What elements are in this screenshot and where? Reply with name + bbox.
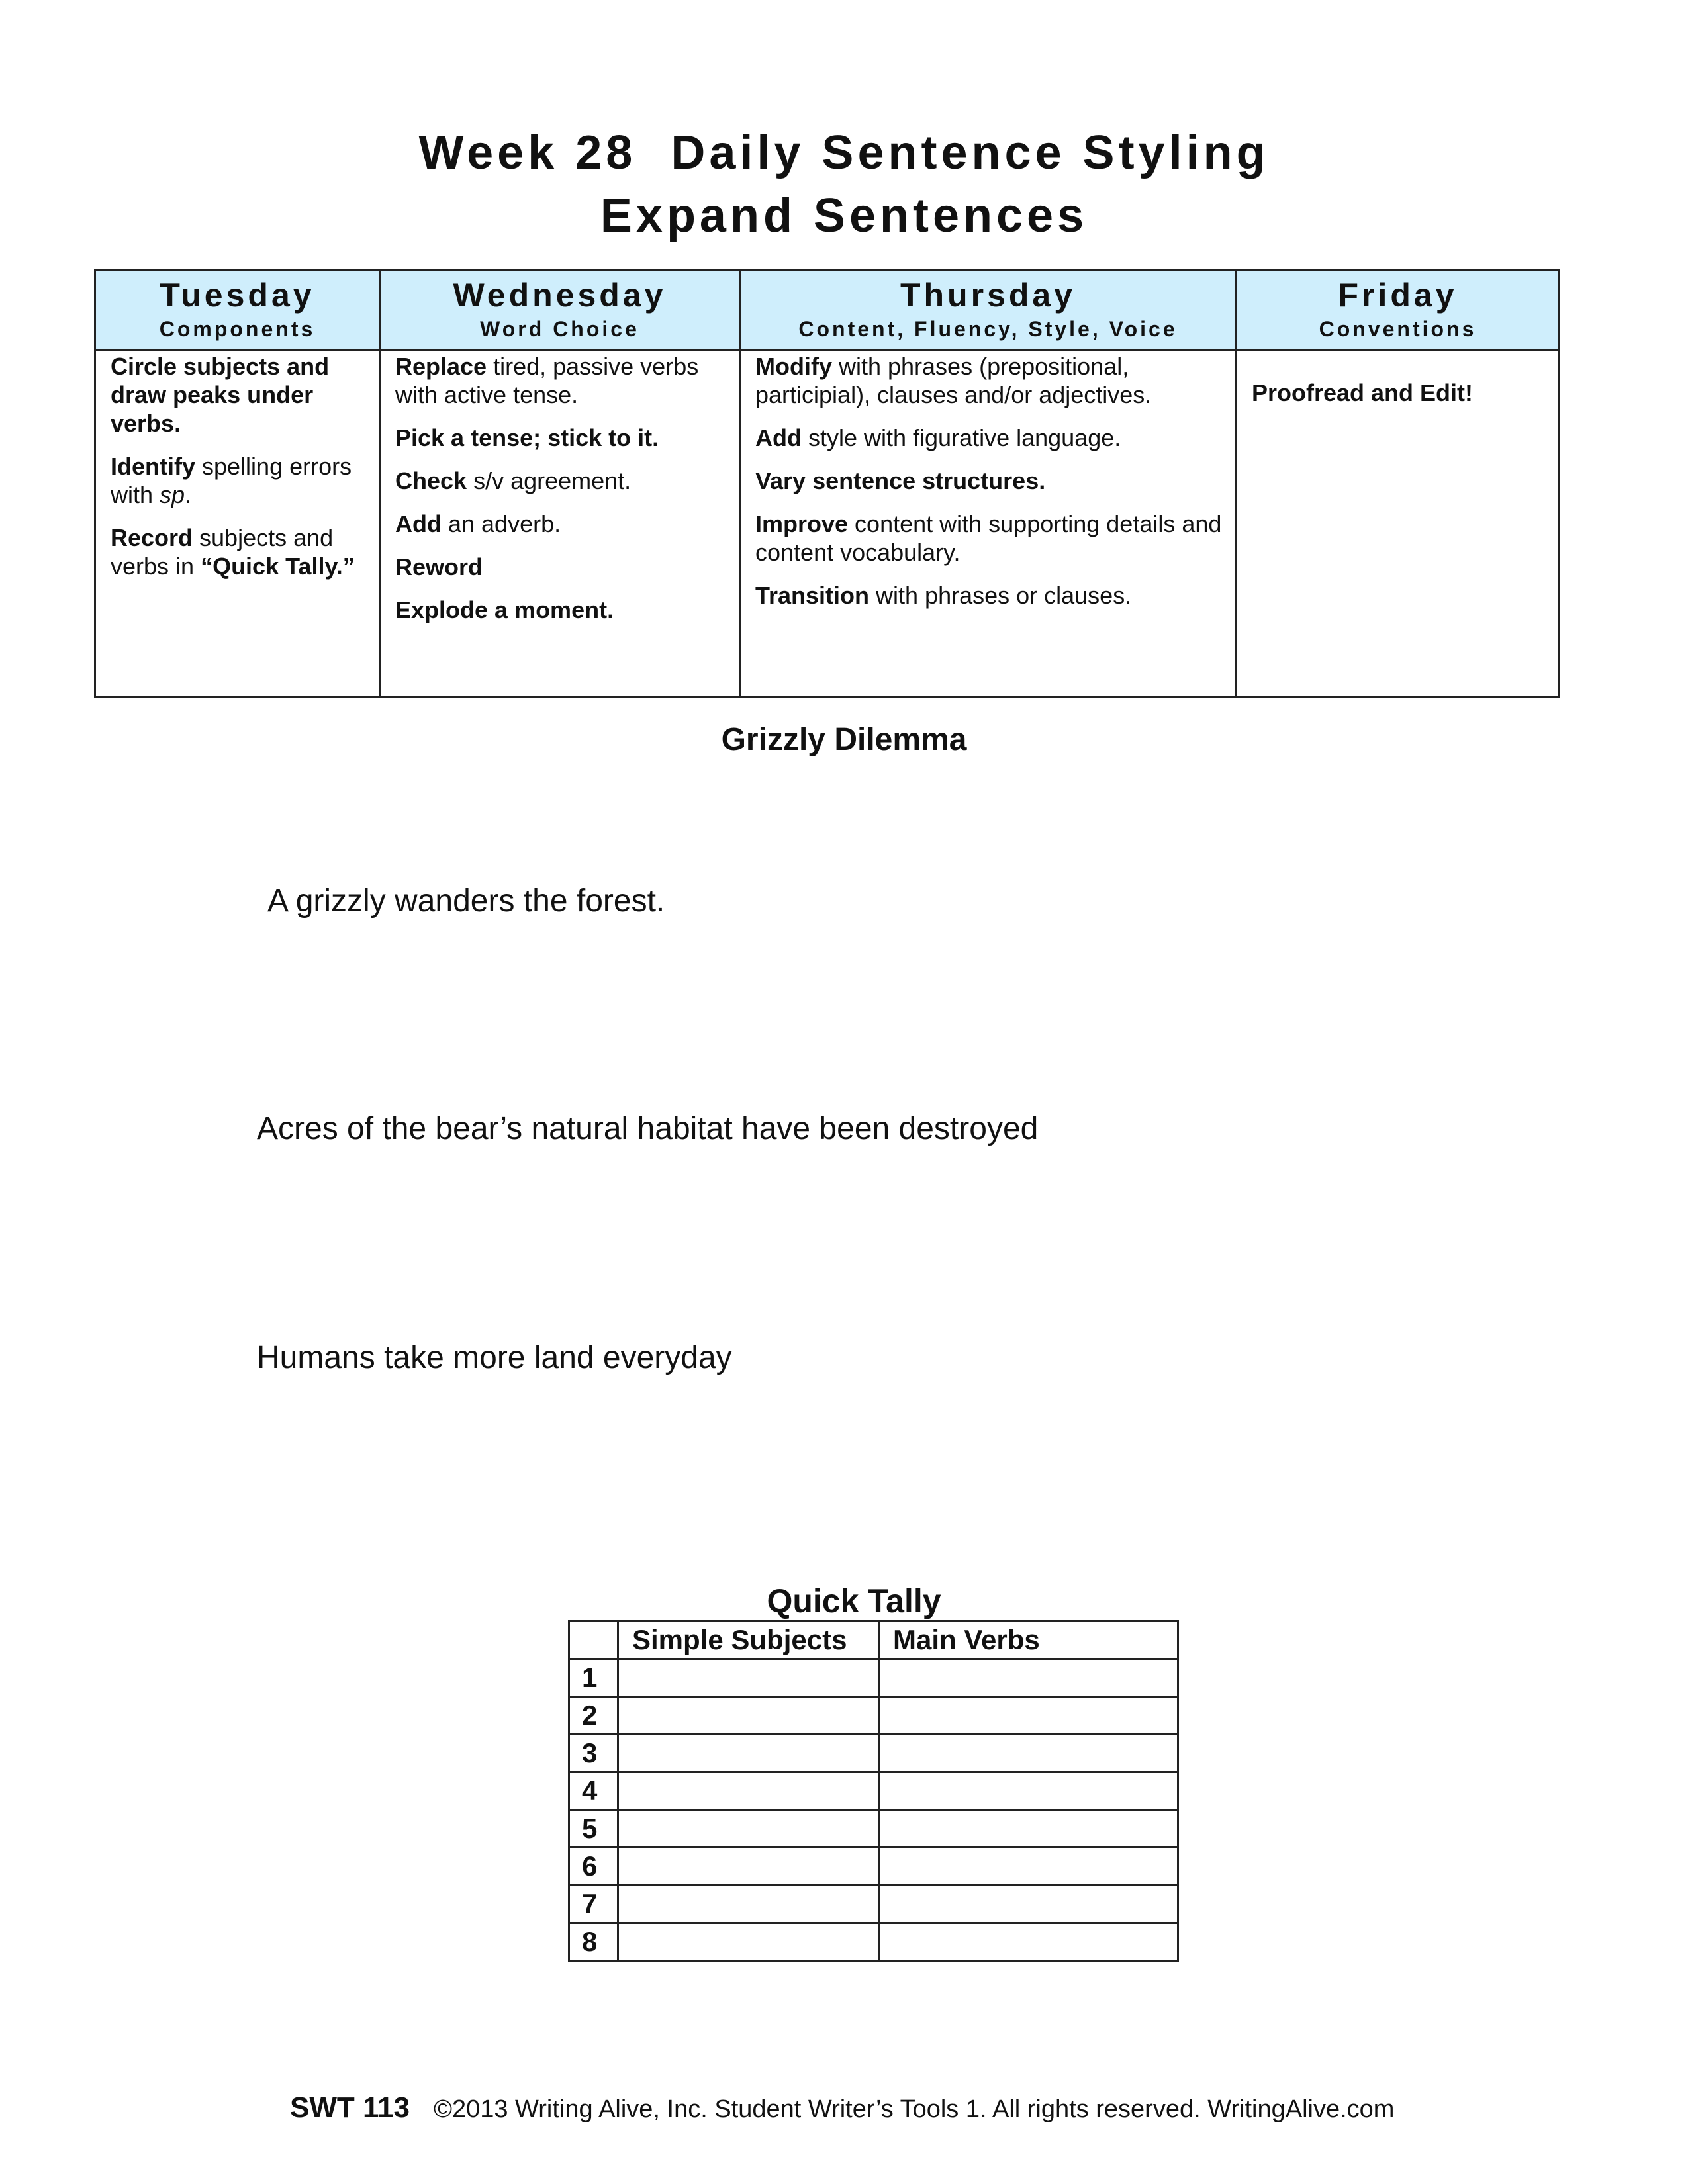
wednesday-tasks <box>380 350 740 698</box>
task-item: Check s/v agreement. <box>395 467 632 494</box>
task-item: Pick a tense; stick to it. <box>395 424 659 451</box>
task-item: Circle subjects and draw peaks under verbs. <box>111 353 330 437</box>
day-focus: Conventions <box>1319 317 1477 341</box>
task-item: Add style with figurative language. <box>755 424 1121 451</box>
practice-sentence: A grizzly wanders the forest. <box>267 884 665 919</box>
copyright-text: ©2013 Writing Alive, Inc. Student Writer’s Tools 1. All rights reserved. WritingAlive.com <box>433 2095 1395 2123</box>
verb-cell[interactable] <box>879 1848 1178 1886</box>
practice-sentence: Acres of the bear’s natural habitat have been destroyed <box>257 1111 1039 1146</box>
verb-cell[interactable] <box>879 1772 1178 1810</box>
subject-cell[interactable] <box>618 1659 879 1697</box>
day-header-row <box>95 270 1560 350</box>
verb-cell[interactable] <box>879 1886 1178 1923</box>
verb-cell[interactable] <box>879 1659 1178 1697</box>
subject-cell[interactable] <box>618 1886 879 1923</box>
quick-tally-table <box>568 1620 1179 1962</box>
practice-sentence: Humans take more land everyday <box>257 1340 732 1375</box>
day-focus: Word Choice <box>480 317 639 341</box>
friday-tasks <box>1237 350 1560 698</box>
row-number: 7 <box>569 1886 618 1923</box>
tuesday-tasks <box>95 350 380 698</box>
task-item: Proofread and Edit! <box>1252 379 1474 406</box>
tally-header-number <box>569 1621 618 1659</box>
worksheet-title: Week 28 Daily Sentence Styling <box>418 126 1270 179</box>
page-footer <box>290 2091 1394 2124</box>
wednesday-header <box>380 270 740 350</box>
task-item: Explode a moment. <box>395 596 614 623</box>
subject-cell[interactable] <box>618 1735 879 1772</box>
subject-cell[interactable] <box>618 1810 879 1848</box>
task-item: Identify spelling errors with sp. <box>111 453 352 508</box>
tally-header-row <box>569 1621 1178 1659</box>
subject-cell[interactable] <box>618 1848 879 1886</box>
table-row <box>569 1735 1178 1772</box>
row-number: 8 <box>569 1923 618 1961</box>
verb-cell[interactable] <box>879 1735 1178 1772</box>
tuesday-header <box>95 270 380 350</box>
day-focus: Components <box>159 317 316 341</box>
worksheet-subtitle: Expand Sentences <box>600 189 1088 242</box>
subject-cell[interactable] <box>618 1772 879 1810</box>
verb-cell[interactable] <box>879 1810 1178 1848</box>
task-item: Transition with phrases or clauses. <box>755 582 1132 609</box>
table-row <box>569 1697 1178 1735</box>
row-number: 3 <box>569 1735 618 1772</box>
row-number: 4 <box>569 1772 618 1810</box>
table-row <box>569 1810 1178 1848</box>
table-row <box>569 1772 1178 1810</box>
table-row <box>569 1886 1178 1923</box>
verb-cell[interactable] <box>879 1697 1178 1735</box>
friday-header <box>1237 270 1560 350</box>
daily-styling-table <box>94 269 1560 698</box>
tally-header-subjects: Simple Subjects <box>618 1621 879 1659</box>
page-code: SWT 113 <box>290 2091 410 2124</box>
task-item: Improve content with supporting details and content vocabulary. <box>755 510 1222 566</box>
day-focus: Content, Fluency, Style, Voice <box>798 317 1178 341</box>
task-item: Replace tired, passive verbs with active tense. <box>395 353 699 408</box>
subject-cell[interactable] <box>618 1697 879 1735</box>
table-row <box>569 1659 1178 1697</box>
row-number: 6 <box>569 1848 618 1886</box>
quick-tally-title: Quick Tally <box>767 1582 941 1619</box>
day-name: Thursday <box>900 277 1076 314</box>
table-row <box>569 1848 1178 1886</box>
task-item: Reword <box>395 553 483 580</box>
story-title: Grizzly Dilemma <box>721 722 967 757</box>
task-item: Vary sentence structures. <box>755 467 1046 494</box>
task-item: Record subjects and verbs in “Quick Tally.” <box>111 524 355 580</box>
task-item: Modify with phrases (prepositional, participial), clauses and/or adjectives. <box>755 353 1152 408</box>
thursday-header <box>740 270 1237 350</box>
day-name: Tuesday <box>160 277 315 314</box>
row-number: 2 <box>569 1697 618 1735</box>
thursday-tasks <box>740 350 1237 698</box>
table-row <box>569 1923 1178 1961</box>
row-number: 1 <box>569 1659 618 1697</box>
day-tasks-row <box>95 350 1560 698</box>
day-name: Wednesday <box>453 277 667 314</box>
tally-header-verbs: Main Verbs <box>879 1621 1178 1659</box>
task-item: Add an adverb. <box>395 510 561 537</box>
day-name: Friday <box>1338 277 1458 314</box>
verb-cell[interactable] <box>879 1923 1178 1961</box>
row-number: 5 <box>569 1810 618 1848</box>
subject-cell[interactable] <box>618 1923 879 1961</box>
